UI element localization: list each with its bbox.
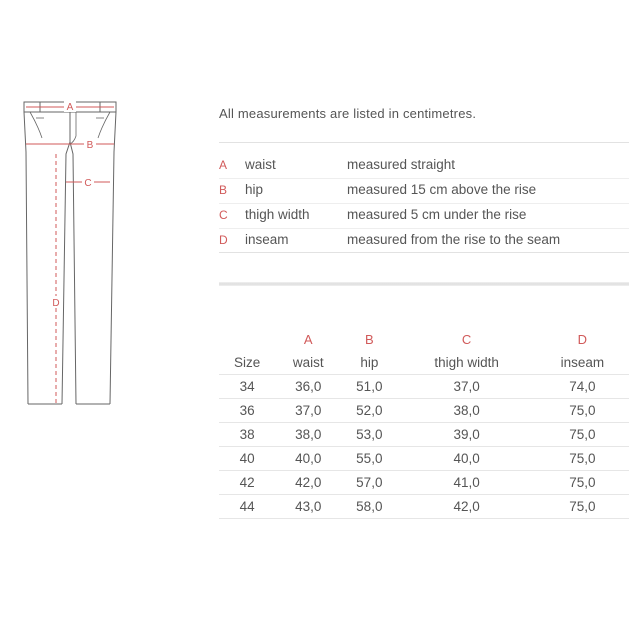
diagram-label-a: A [66, 102, 74, 113]
table-cell: 38,0 [397, 399, 535, 423]
column-header: hip [360, 355, 379, 370]
left-inseam [62, 142, 70, 404]
table-letter-row [219, 328, 629, 351]
measurement-legend [219, 154, 629, 253]
table-row [219, 495, 629, 519]
legend-name: inseam [245, 232, 289, 247]
table-cell: 37,0 [275, 399, 341, 423]
section-separator [219, 282, 629, 286]
pants-diagram [10, 92, 130, 422]
table-letter: D [577, 332, 588, 347]
table-cell: 40,0 [275, 447, 341, 471]
right-outseam [110, 112, 116, 404]
legend-name: waist [245, 157, 276, 172]
size-chart-table [219, 328, 629, 519]
table-cell: 37,0 [397, 375, 535, 399]
table-row [219, 447, 629, 471]
legend-row-thigh-width [219, 203, 629, 228]
legend-key: A [219, 158, 228, 172]
table-cell: 42 [219, 471, 275, 495]
legend-row-inseam [219, 228, 629, 253]
table-header-row [219, 351, 629, 375]
table-row [219, 423, 629, 447]
legend-name: thigh width [245, 207, 310, 222]
column-header: Size [234, 355, 261, 370]
column-header: waist [292, 355, 324, 370]
left-outseam [24, 112, 28, 404]
table-cell: 39,0 [397, 423, 535, 447]
table-cell: 53,0 [341, 423, 397, 447]
table-letter [219, 328, 275, 351]
table-letter: A [303, 332, 313, 347]
column-header: thigh width [434, 355, 499, 370]
table-row [219, 375, 629, 399]
table-cell: 57,0 [341, 471, 397, 495]
legend-name: hip [245, 182, 264, 197]
diagram-label-c: C [84, 178, 92, 189]
table-cell: 74,0 [536, 375, 629, 399]
legend-row-waist [219, 154, 629, 178]
table-cell: 75,0 [536, 423, 629, 447]
table-cell: 43,0 [275, 495, 341, 519]
measurement-note: All measurements are listed in centimetres. [219, 106, 477, 121]
table-cell: 36 [219, 399, 275, 423]
table-cell: 75,0 [536, 495, 629, 519]
table-cell: 40 [219, 447, 275, 471]
table-cell: 36,0 [275, 375, 341, 399]
legend-row-hip [219, 178, 629, 203]
divider [219, 142, 629, 143]
table-row [219, 471, 629, 495]
legend-desc: measured straight [347, 157, 456, 172]
legend-desc: measured 5 cm under the rise [347, 207, 527, 222]
table-cell: 41,0 [397, 471, 535, 495]
table-cell: 40,0 [397, 447, 535, 471]
right-inseam [70, 142, 76, 404]
legend-desc: measured from the rise to the seam [347, 232, 561, 247]
table-cell: 38,0 [275, 423, 341, 447]
diagram-label-b: B [86, 140, 94, 151]
table-cell: 42,0 [397, 495, 535, 519]
table-cell: 38 [219, 423, 275, 447]
table-cell: 75,0 [536, 399, 629, 423]
table-letter: C [461, 332, 472, 347]
legend-key: B [219, 183, 228, 197]
legend-desc: measured 15 cm above the rise [347, 182, 537, 197]
table-cell: 52,0 [341, 399, 397, 423]
table-cell: 58,0 [341, 495, 397, 519]
table-letter: B [364, 332, 374, 347]
table-row [219, 399, 629, 423]
diagram-label-d: D [52, 298, 60, 309]
legend-key: D [219, 233, 228, 247]
table-cell: 44 [219, 495, 275, 519]
divider [219, 252, 629, 253]
table-cell: 42,0 [275, 471, 341, 495]
column-header: inseam [560, 355, 605, 370]
table-cell: 55,0 [341, 447, 397, 471]
legend-key: C [219, 208, 228, 222]
table-cell: 51,0 [341, 375, 397, 399]
table-cell: 75,0 [536, 447, 629, 471]
table-cell: 34 [219, 375, 275, 399]
table-cell: 75,0 [536, 471, 629, 495]
